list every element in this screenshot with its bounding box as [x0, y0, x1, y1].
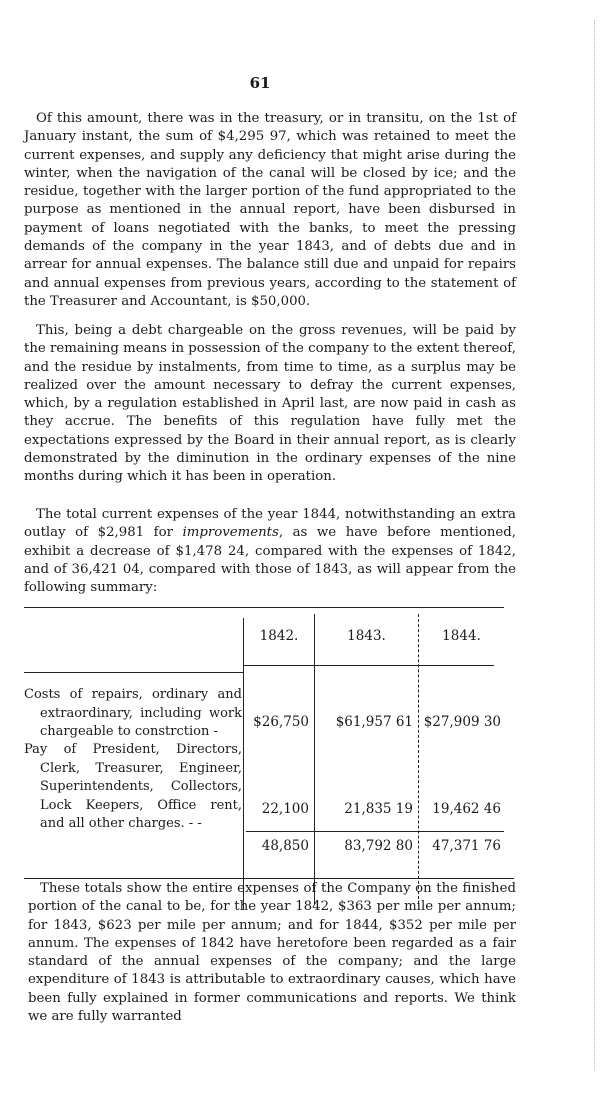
- text-run: The total current expenses of the year 1844, notwithstanding an extra outlay of $2,981 for: [24, 507, 516, 541]
- paragraph-text: These totals show the entire expenses of the Company on the finished portion of the canal to be, for the year 1842, $363 per mile per annum; for 1843, $623 per mile per annum; and for 1844, $352 per mile per annum. The expenses of 1842 have heretofore been regarded as a fair standard of the annual expenses of the company; and the large expenditure of 1843 is attributable to extraordinary causes, which have been fully explained in former communications and reports. We think we are fully warranted: [28, 881, 516, 1025]
- cell-pay-1843: 21,835 19: [344, 801, 413, 817]
- paragraph-totals: [28, 880, 516, 1026]
- label-line: Pay of President, Directors,: [24, 742, 242, 757]
- paragraph-text: [24, 506, 516, 597]
- cell-total-1842: 48,850: [261, 838, 309, 854]
- row-label-pay: [24, 741, 242, 834]
- cell-repairs-1843: $61,957 61: [335, 714, 413, 730]
- italic-term: improvements: [182, 525, 279, 541]
- table-header-rule-label: [24, 672, 244, 673]
- paragraph-text: This, being a debt chargeable on the gross revenues, will be paid by the remaining means in possession of the company to the extent thereof, and the residue by instalments, from time to time, as a surplus may be realized over the amount necessary to defray the current expenses, which, by a regulation established in April last, are now paid in cash as they accrue. The benefits of this regulation have fully met the expectations expressed by the Board in their annual report, as is clearly demonstrated by the diminution in the ordinary expenses of the nine months during which it has been in operation.: [24, 323, 516, 485]
- label-line: extraordinary, including work: [40, 705, 242, 721]
- table-header-rule-values: [244, 665, 494, 666]
- page-edge-scan-artifact: [594, 20, 598, 1070]
- paragraph-debt: [24, 322, 516, 487]
- label-line: and all other charges. - -: [40, 816, 202, 831]
- cell-pay-1844: 19,462 46: [432, 801, 501, 817]
- table-column-divider: [314, 614, 315, 904]
- table-header-1842: 1842.: [259, 628, 299, 644]
- text-run: , as we have before mentioned, exhibit a decrease of $1,478 24, compared with the expenses of 1842, and of 36,421 04, compared with those of 1843, as will appear from the following summary:: [24, 525, 516, 596]
- label-line: chargeable to constrction -: [40, 724, 218, 739]
- paragraph-treasury: [24, 110, 516, 311]
- label-line: Clerk, Treasurer, Engineer,: [40, 760, 242, 776]
- cell-repairs-1844: $27,909 30: [423, 714, 501, 730]
- cell-total-1843: 83,792 80: [344, 838, 413, 854]
- label-line: Lock Keepers, Office rent,: [40, 797, 242, 813]
- cell-repairs-1842: $26,750: [253, 714, 309, 730]
- table-header-1843: 1843.: [347, 628, 386, 644]
- row-label-repairs: [24, 686, 242, 742]
- table-sum-rule: [246, 831, 504, 832]
- paragraph-total-expenses: [24, 506, 516, 597]
- table-header-1844: 1844.: [442, 628, 481, 644]
- label-line: Superintendents, Collectors,: [40, 779, 242, 794]
- table-column-divider: [243, 618, 244, 910]
- cell-total-1844: 47,371 76: [432, 838, 501, 854]
- table-bottom-rule: [24, 878, 514, 879]
- label-line: Costs of repairs, ordinary and: [24, 687, 242, 702]
- paragraph-text: Of this amount, there was in the treasury, or in transitu, on the 1st of January instant, the sum of $4,295 97, which was retained to meet the current expenses, and supply any deficiency that might arise during the winter, when the navigation of the canal will be closed by ice; and the residue, together with the larger portion of the fund appropriated to the purpose as mentioned in the annual report, have been disbursed in payment of loans negotiated with the banks, to meet the pressing demands of the company in the year 1843, and of debts due and in arrear for annual expenses. The balance still due and unpaid for repairs and annual expenses from previous years, according to the statement of the Treasurer and Accountant, is $50,000.: [24, 111, 516, 309]
- table-column-divider: [418, 614, 419, 904]
- table-top-rule: [24, 607, 504, 608]
- page-number: 61: [249, 74, 271, 92]
- cell-pay-1842: 22,100: [261, 801, 309, 817]
